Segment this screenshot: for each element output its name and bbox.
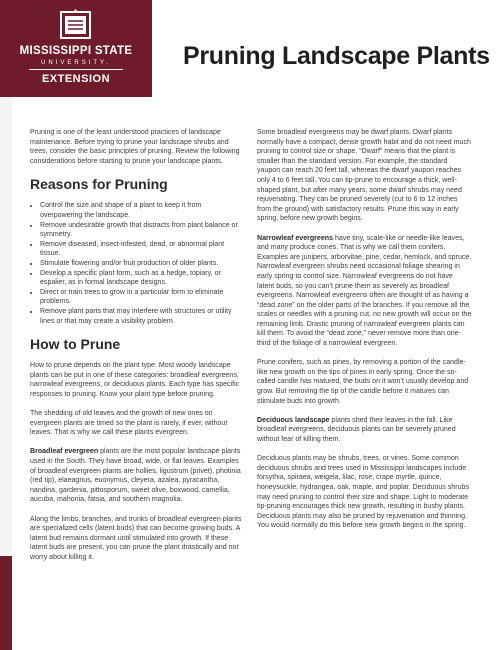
deciduous-text: plants shed their leaves in the fall. Like broadleaf evergreens, deciduous plants can be severely pruned without fear of killing them. <box>257 416 456 443</box>
list-item: • Remove diseased, insect-infested, dead, or abnormal plant tissue. <box>40 240 242 259</box>
msu-extension-logo[interactable] <box>0 0 152 97</box>
how-paragraph-1: How to prune depends on the plant type. Most woody landscape plants can be put in one of these categories: broadleaf evergreens, narrowleaf evergreens, or deciduous plants. Each type has specific responses to pruning. Know your plant type before pruning. <box>30 362 240 398</box>
left-column <box>30 128 242 572</box>
logo-university-name: MISSISSIPPI STATE <box>19 45 133 57</box>
deciduous-paragraph-2: Deciduous plants may be shrubs, trees, or vines. Some common deciduous shrubs and trees used in Mississippi landscapes include forsythia, spiraea, weigela, lilac, rose, crape myrtle, quince, honeysuckle, hydrangea, oak, maple, and poplar. Deciduous shrubs may need pruning to control their size and shape. Light to moderate tip-pruning encourages thick new growth, resulting in bushy plants. Deciduous plants may also be pruned by rejuvenation and thinning. You would normally do this before new growth begins in the spring. <box>257 455 469 530</box>
list-item: • Remove undesirable growth that distracts from plant balance or symmetry. <box>40 221 242 240</box>
broadleaf-text: plants are the most popular landscape plants used in the South. They have broad, wide, or flat leaves. Examples of broadleaf evergreen plants are hollies, ligustrum (privet), photinia (red tip), elaeagnus, euonymus, cleyera, azalea, pyracantha, nandina, gardenia, pittosporum, sweet olive, boxwood, camellia, aucuba, mahonia, fatsia, and southern magnolia. <box>30 448 241 504</box>
logo-divider <box>29 69 123 70</box>
latent-buds-paragraph: Along the limbs, branches, and trunks of broadleaf evergreen plants are specialized cells (latent buds) that can become growing buds. A latent bud remains dormant until stimulated into growth. If these latent buds are present, you can prune the plant drastically and not worry about killing it. <box>30 515 242 561</box>
broadleaf-term: Broadleaf evergreen <box>30 448 99 456</box>
conifer-paragraph: Prune conifers, such as pines, by removing a portion of the candle-like new growth on the tips of pines in early spring. Once the so-called candle has matured, the buds on it won’t usually develop and grow. But removing the tip of the candle before it matures can stimulate buds into growth. <box>257 359 469 405</box>
list-item: • Direct or train trees to grow in a particular form to eliminate problems. <box>40 288 242 307</box>
how-paragraph-2: The shedding of old leaves and the growth of new ones on evergreen plants are timed so the plant is rarely, if ever, without leaves. That is why we call these plants evergreen. <box>30 410 228 437</box>
right-column <box>257 128 472 541</box>
narrowleaf-text: have tiny, scale-like or needle-like leaves, and many produce cones. That is why we call them conifers. Examples are junipers, arborvitae, pine, cedar, hemlock, and spruce. Narrowleaf evergreen shrubs need occasional foliage shearing in early spring to control size. Narrowleaf evergreens do not have latent buds, so you can’t prune them as severely as broadleaf evergreens. Narrowleaf evergreens often are thought of as having a “dead zone” on the older parts of the branches. If you remove all the scales or needles with a pruning cut, no new growth will occur on the remaining limb. Drastic pruning of narrowleaf evergreen plants can kill them. To avoid the “dead zone,” never remove more than one-third of the foliage of a narrowleaf evergreen. <box>257 234 472 348</box>
left-margin-strip <box>0 97 12 556</box>
narrowleaf-paragraph <box>257 234 472 349</box>
reasons-list <box>30 201 242 326</box>
list-item: • Stimulate flowering and/or fruit production of older plants. <box>40 259 242 269</box>
narrowleaf-term: Narrowleaf evergreens <box>257 234 333 242</box>
logo-university-word: UNIVERSITY. <box>41 60 111 66</box>
page-title: Pruning Landscape Plants <box>183 42 490 70</box>
msu-state-seal-icon <box>57 8 94 42</box>
reasons-heading: Reasons for Pruning <box>30 176 168 193</box>
logo-extension: EXTENSION <box>41 73 111 85</box>
deciduous-term: Deciduous landscape <box>257 416 330 424</box>
header <box>0 0 502 97</box>
deciduous-paragraph <box>257 416 472 445</box>
list-item: • Remove plant parts that may interfere with structures or utility lines or that may create a visibility problem. <box>40 307 242 326</box>
bottom-accent-bar <box>0 556 12 650</box>
how-to-prune-heading: How to Prune <box>30 336 121 353</box>
list-item: • Control the size and shape of a plant to keep it from overpowering the landscape. <box>40 201 242 220</box>
intro-paragraph: Pruning is one of the least understood practices of landscape maintenance. Before trying to prune your landscape shrubs and trees, consider the basic principles of pruning. Review the following considerations before starting to prune your landscape plants. <box>30 129 240 165</box>
list-item: • Develop a specific plant form, such as a hedge, topiary, or espalier, as in formal landscape designs. <box>40 269 242 288</box>
dwarf-paragraph: Some broadleaf evergreens may be dwarf plants. Dwarf plants normally have a compact, dense growth habit and do not need much pruning to control size or shape. “Dwarf” means that the plant is smaller than the standard version. For example, the standard yaupon can reach 20 feet tall, whereas the dwarf yaupon reaches only 4 to 6 feet tall. You can tip-prune to encourage a thick, well-shaped plant, but after many years, some dwarf shrubs may need rejuvenating. They can be pruned severely (cut to 6 to 12 inches from the ground) with satisfactory results. Prune this way in early spring, before new growth begins. <box>257 129 471 223</box>
broadleaf-paragraph <box>30 447 242 505</box>
